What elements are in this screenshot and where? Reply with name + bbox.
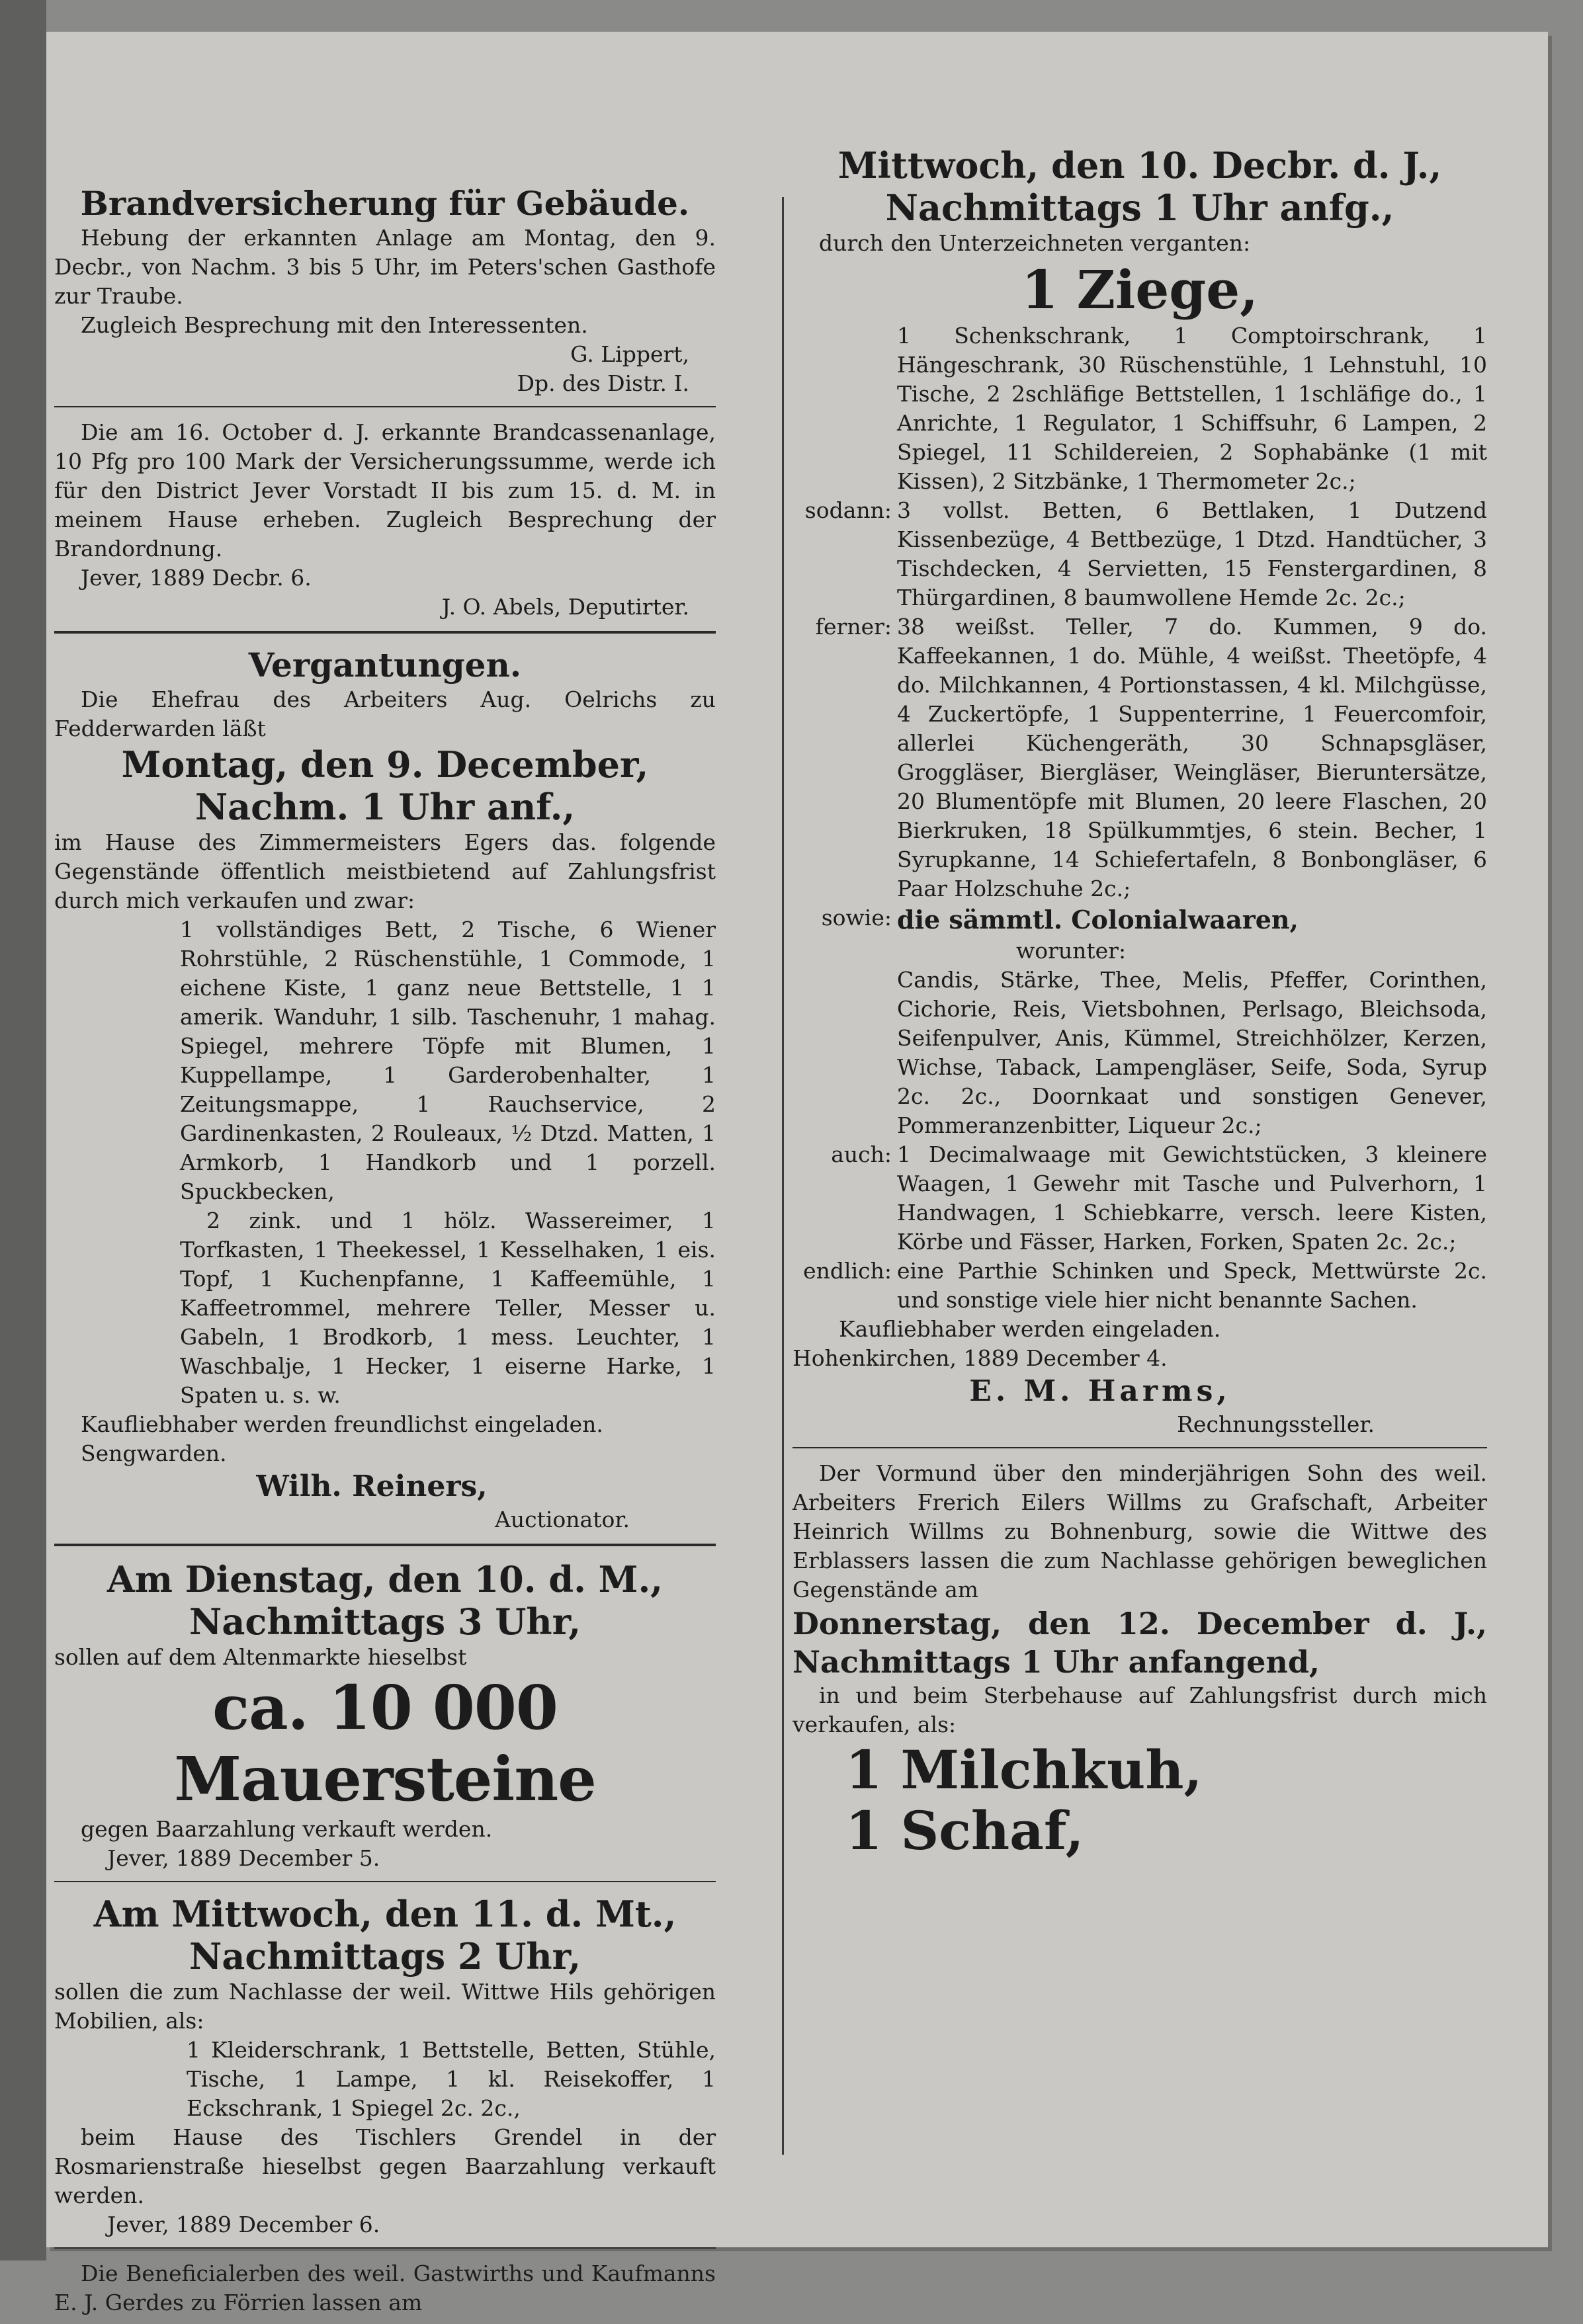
ad-body: Die Beneficialerben des weil. Gastwirths und Kaufmanns E. J. Gerdes zu Förrien lassen am	[54, 2261, 716, 2315]
item-list: 3 vollst. Betten, 6 Bettlaken, 1 Dutzend Kissenbezüge, 4 Bettbezüge, 1 Dtzd. Handtücher, 3 Tischdecken, 4 Servietten, 15 Fenstergardinen, 8 Thürgardinen, 8 baumwollene Hemde 2c. 2c.;	[897, 497, 1487, 610]
item-group	[792, 612, 1487, 903]
ad-title: Brandversicherung für Gebäude.	[80, 184, 690, 223]
item-list: 2 zink. und 1 hölz. Wassereimer, 1 Torfkasten, 1 Theekessel, 1 Kesselhaken, 1 eis. Topf, 1 Kuchenpfanne, 1 Kaffeemühle, 1 Kaffeetrommel, mehrere Teller, Messer u. Gabeln, 1 Brodkorb, 1 mess. Leuchter, 1 Waschbalje, 1 Hecker, 1 eiserne Harke, 1 Spaten u. s. w.	[180, 1208, 716, 1408]
item-group	[792, 321, 1487, 496]
divider	[54, 2247, 716, 2249]
item-label: auch:	[831, 1141, 892, 1167]
ad-body: gegen Baarzahlung verkauft werden.	[81, 1816, 493, 1842]
item-label: sowie:	[821, 905, 892, 931]
ad-intro: Die Ehefrau des Arbeiters Aug. Oelrichs zu Fedderwarden läßt	[54, 686, 716, 741]
ad-place: Sengwarden.	[81, 1440, 227, 1466]
ad-brandcasse	[54, 418, 716, 622]
item-label: ferner:	[815, 614, 892, 640]
ad-time-heading: Nachmittags 3 Uhr,	[189, 1600, 581, 1643]
signature: Wilh. Reiners,	[256, 1470, 488, 1503]
ad-body: beim Hause des Tischlers Grendel in der Rosmarienstraße hieselbst gegen Baarzahlung verkauft werden.	[54, 2124, 716, 2208]
ad-vergantungen-oelrichs	[54, 645, 716, 1534]
ad-headline: 1 Milchkuh,	[845, 1739, 1203, 1801]
divider	[54, 1881, 716, 1882]
ad-date: Hohenkirchen, 1889 December 4.	[792, 1345, 1168, 1371]
ad-body: Der Vormund über den minderjährigen Sohn des weil. Arbeiters Frerich Eilers Willms zu Grafschaft, Arbeiter Heinrich Willms zu Bohnenburg, sowie die Wittwe des Erblassers lassen die zum Nachlasse gehörigen beweglichen Gegenstände am	[792, 1460, 1487, 1602]
ad-line: Zugleich Besprechung mit den Interessenten.	[81, 312, 588, 338]
item-group	[792, 496, 1487, 612]
left-column	[54, 144, 716, 2324]
ad-date-heading: Montag, den 9. December,	[121, 743, 649, 786]
item-label: sodann:	[804, 497, 892, 523]
signature-role: Dp. des Distr. I.	[517, 370, 689, 396]
item-list: 1 Kleiderschrank, 1 Bettstelle, Betten, Stühle, Tische, 1 Lampe, 1 kl. Reisekoffer, 1 Eckschrank, 1 Spiegel 2c. 2c.,	[187, 2037, 716, 2121]
ad-time-heading: Nachm. 1 Uhr anf.,	[194, 786, 576, 828]
ad-hils-nachlass	[54, 1893, 716, 2239]
item-label: endlich:	[803, 1258, 892, 1284]
ad-date-heading: Donnerstag, den 12. December d. J., Nachmittags 1 Uhr anfangend,	[792, 1606, 1487, 1680]
ad-body: Die am 16. October d. J. erkannte Brandcassenanlage, 10 Pfg pro 100 Mark der Versicherungssumme, werde ich für den District Jever Vorstadt II bis zum 15. d. M. in meinem Hause erheben. Zugleich Besprechung der Brandordnung.	[54, 419, 716, 561]
binding-gutter	[0, 0, 46, 2261]
item-group	[792, 1257, 1487, 1315]
item-group	[792, 1140, 1487, 1257]
ad-closing: Kaufliebhaber werden freundlichst eingeladen.	[81, 1411, 603, 1437]
ad-mauersteine	[54, 1558, 716, 1873]
signature-role: Rechnungssteller.	[1177, 1411, 1375, 1437]
item-group	[792, 903, 1487, 1140]
newspaper-page	[46, 32, 1548, 2315]
ad-date-heading: Am Mittwoch, den 11. d. Mt.,	[93, 1893, 677, 1935]
ad-willms-nachlass	[792, 1459, 1487, 1861]
ad-intro: durch den Unterzeichneten verganten:	[819, 230, 1251, 256]
ad-body: im Hause des Zimmermeisters Egers das. folgende Gegenstände öffentlich meistbietend auf Zahlungsfrist durch mich verkaufen und zwar:	[54, 829, 716, 913]
signature: G. Lippert,	[570, 341, 689, 367]
ad-body: in und beim Sterbehause auf Zahlungsfrist durch mich verkaufen, als:	[792, 1682, 1487, 1737]
ad-headline: ca. 10 000 Mauersteine	[174, 1672, 596, 1815]
ad-body: sollen die zum Nachlasse der weil. Wittwe Hils gehörigen Mobilien, als:	[54, 1979, 716, 2034]
column-divider	[782, 197, 784, 2155]
ad-date: Jever, 1889 December 6.	[107, 2212, 380, 2237]
ad-time-heading: Nachmittags 2 Uhr,	[189, 1935, 581, 1977]
item-sublabel: worunter:	[1016, 938, 1127, 964]
signature-role: Auctionator.	[495, 1507, 630, 1532]
ad-closing: Kaufliebhaber werden eingeladen.	[839, 1316, 1221, 1342]
ad-hohenkirchen-vergantung	[792, 144, 1487, 1439]
item-list: 1 Schenkschrank, 1 Comptoirschrank, 1 Hängeschrank, 30 Rüschenstühle, 1 Lehnstuhl, 10 Tische, 2 2schläfige Bettstellen, 1 1schläfige do., 1 Anrichte, 1 Regulator, 1 Schiffsuhr, 6 Lampen, 2 Spiegel, 11 Schildereien, 2 Sophabänke (1 mit Kissen), 2 Sitzbänke, 1 Thermometer 2c.;	[897, 323, 1487, 494]
ad-gerdes	[54, 2259, 716, 2317]
ad-headline: 1 Schaf,	[845, 1800, 1084, 1862]
divider	[54, 1544, 716, 1546]
ad-time-heading: Nachmittags 1 Uhr anfg.,	[885, 187, 1394, 229]
ad-body: Hebung der erkannten Anlage am Montag, den 9. Decbr., von Nachm. 3 bis 5 Uhr, im Peters'schen Gasthofe zur Traube.	[54, 225, 716, 309]
ad-brandversicherung	[54, 184, 716, 398]
item-list: 1 Decimalwaage mit Gewichtstücken, 3 kleinere Waagen, 1 Gewehr mit Tasche und Pulverhorn, 1 Handwagen, 1 Schiebkarre, versch. leere Kisten, Körbe und Fässer, Harken, Forken, Spaten 2c. 2c.;	[897, 1141, 1487, 1255]
item-list: 1 vollständiges Bett, 2 Tische, 6 Wiener Rohrstühle, 2 Rüschenstühle, 1 Commode, 1 eichene Kiste, 1 ganz neue Bettstelle, 1 1 amerik. Wanduhr, 1 silb. Taschenuhr, 1 mahag. Spiegel, mehrere Töpfe mit Blumen, 1 Kuppellampe, 1 Garderobenhalter, 1 Zeitungsmappe, 1 Rauchservice, 2 Gardinenkasten, 2 Rouleaux, ½ Dtzd. Matten, 1 Armkorb, 1 Handkorb und 1 porzell. Spuckbecken,	[180, 917, 716, 1204]
ad-date: Jever, 1889 December 5.	[107, 1845, 380, 1871]
signature: E. M. Harms,	[969, 1374, 1231, 1408]
ad-date-heading: Mittwoch, den 10. Decbr. d. J.,	[837, 144, 1442, 187]
item-list: 38 weißst. Teller, 7 do. Kummen, 9 do. Kaffeekannen, 1 do. Mühle, 4 weißst. Theetöpfe, 4 do. Milchkannen, 4 Portionstassen, 4 kl. Milchgüsse, 4 Zuckertöpfe, 1 Suppenterrine, 1 Feuercomfoir, allerlei Küchengeräth, 30 Schnapsgläser, Groggläser, Biergläser, Weingläser, Bieruntersätze, 20 Blumentöpfe mit Blumen, 20 leere Flaschen, 20 Bierkruken, 18 Spülkummtjes, 6 stein. Becher, 1 Syrupkanne, 14 Schiefertafeln, 8 Bonbongläser, 6 Paar Holzschuhe 2c.;	[897, 614, 1487, 901]
section-heading: Vergantungen.	[248, 645, 522, 685]
ad-headline: 1 Ziege,	[1021, 259, 1258, 321]
item-list: Candis, Stärke, Thee, Melis, Pfeffer, Corinthen, Cichorie, Reis, Vietsbohnen, Perlsago, Bleichsoda, Seifenpulver, Anis, Kümmel, Streichhölzer, Kerzen, Wichse, Taback, Lampengläser, Seife, Soda, Syrup 2c. 2c., Doornkaat und sonstigen Genever, Pommeranzenbitter, Liqueur 2c.;	[897, 967, 1487, 1138]
ad-intro: sollen auf dem Altenmarkte hieselbst	[54, 1644, 467, 1670]
divider	[792, 1447, 1487, 1448]
item-heading: die sämmtl. Colonialwaaren,	[897, 905, 1299, 934]
item-list: eine Parthie Schinken und Speck, Mettwürste 2c. und sonstige viele hier nicht benannte Sachen.	[897, 1258, 1487, 1313]
ad-date: Jever, 1889 Decbr. 6.	[81, 565, 312, 591]
signature: J. O. Abels, Deputirter.	[441, 594, 689, 620]
divider	[54, 406, 716, 407]
right-column	[792, 144, 1487, 1868]
ad-date-heading: Am Dienstag, den 10. d. M.,	[107, 1558, 663, 1600]
divider	[54, 631, 716, 634]
